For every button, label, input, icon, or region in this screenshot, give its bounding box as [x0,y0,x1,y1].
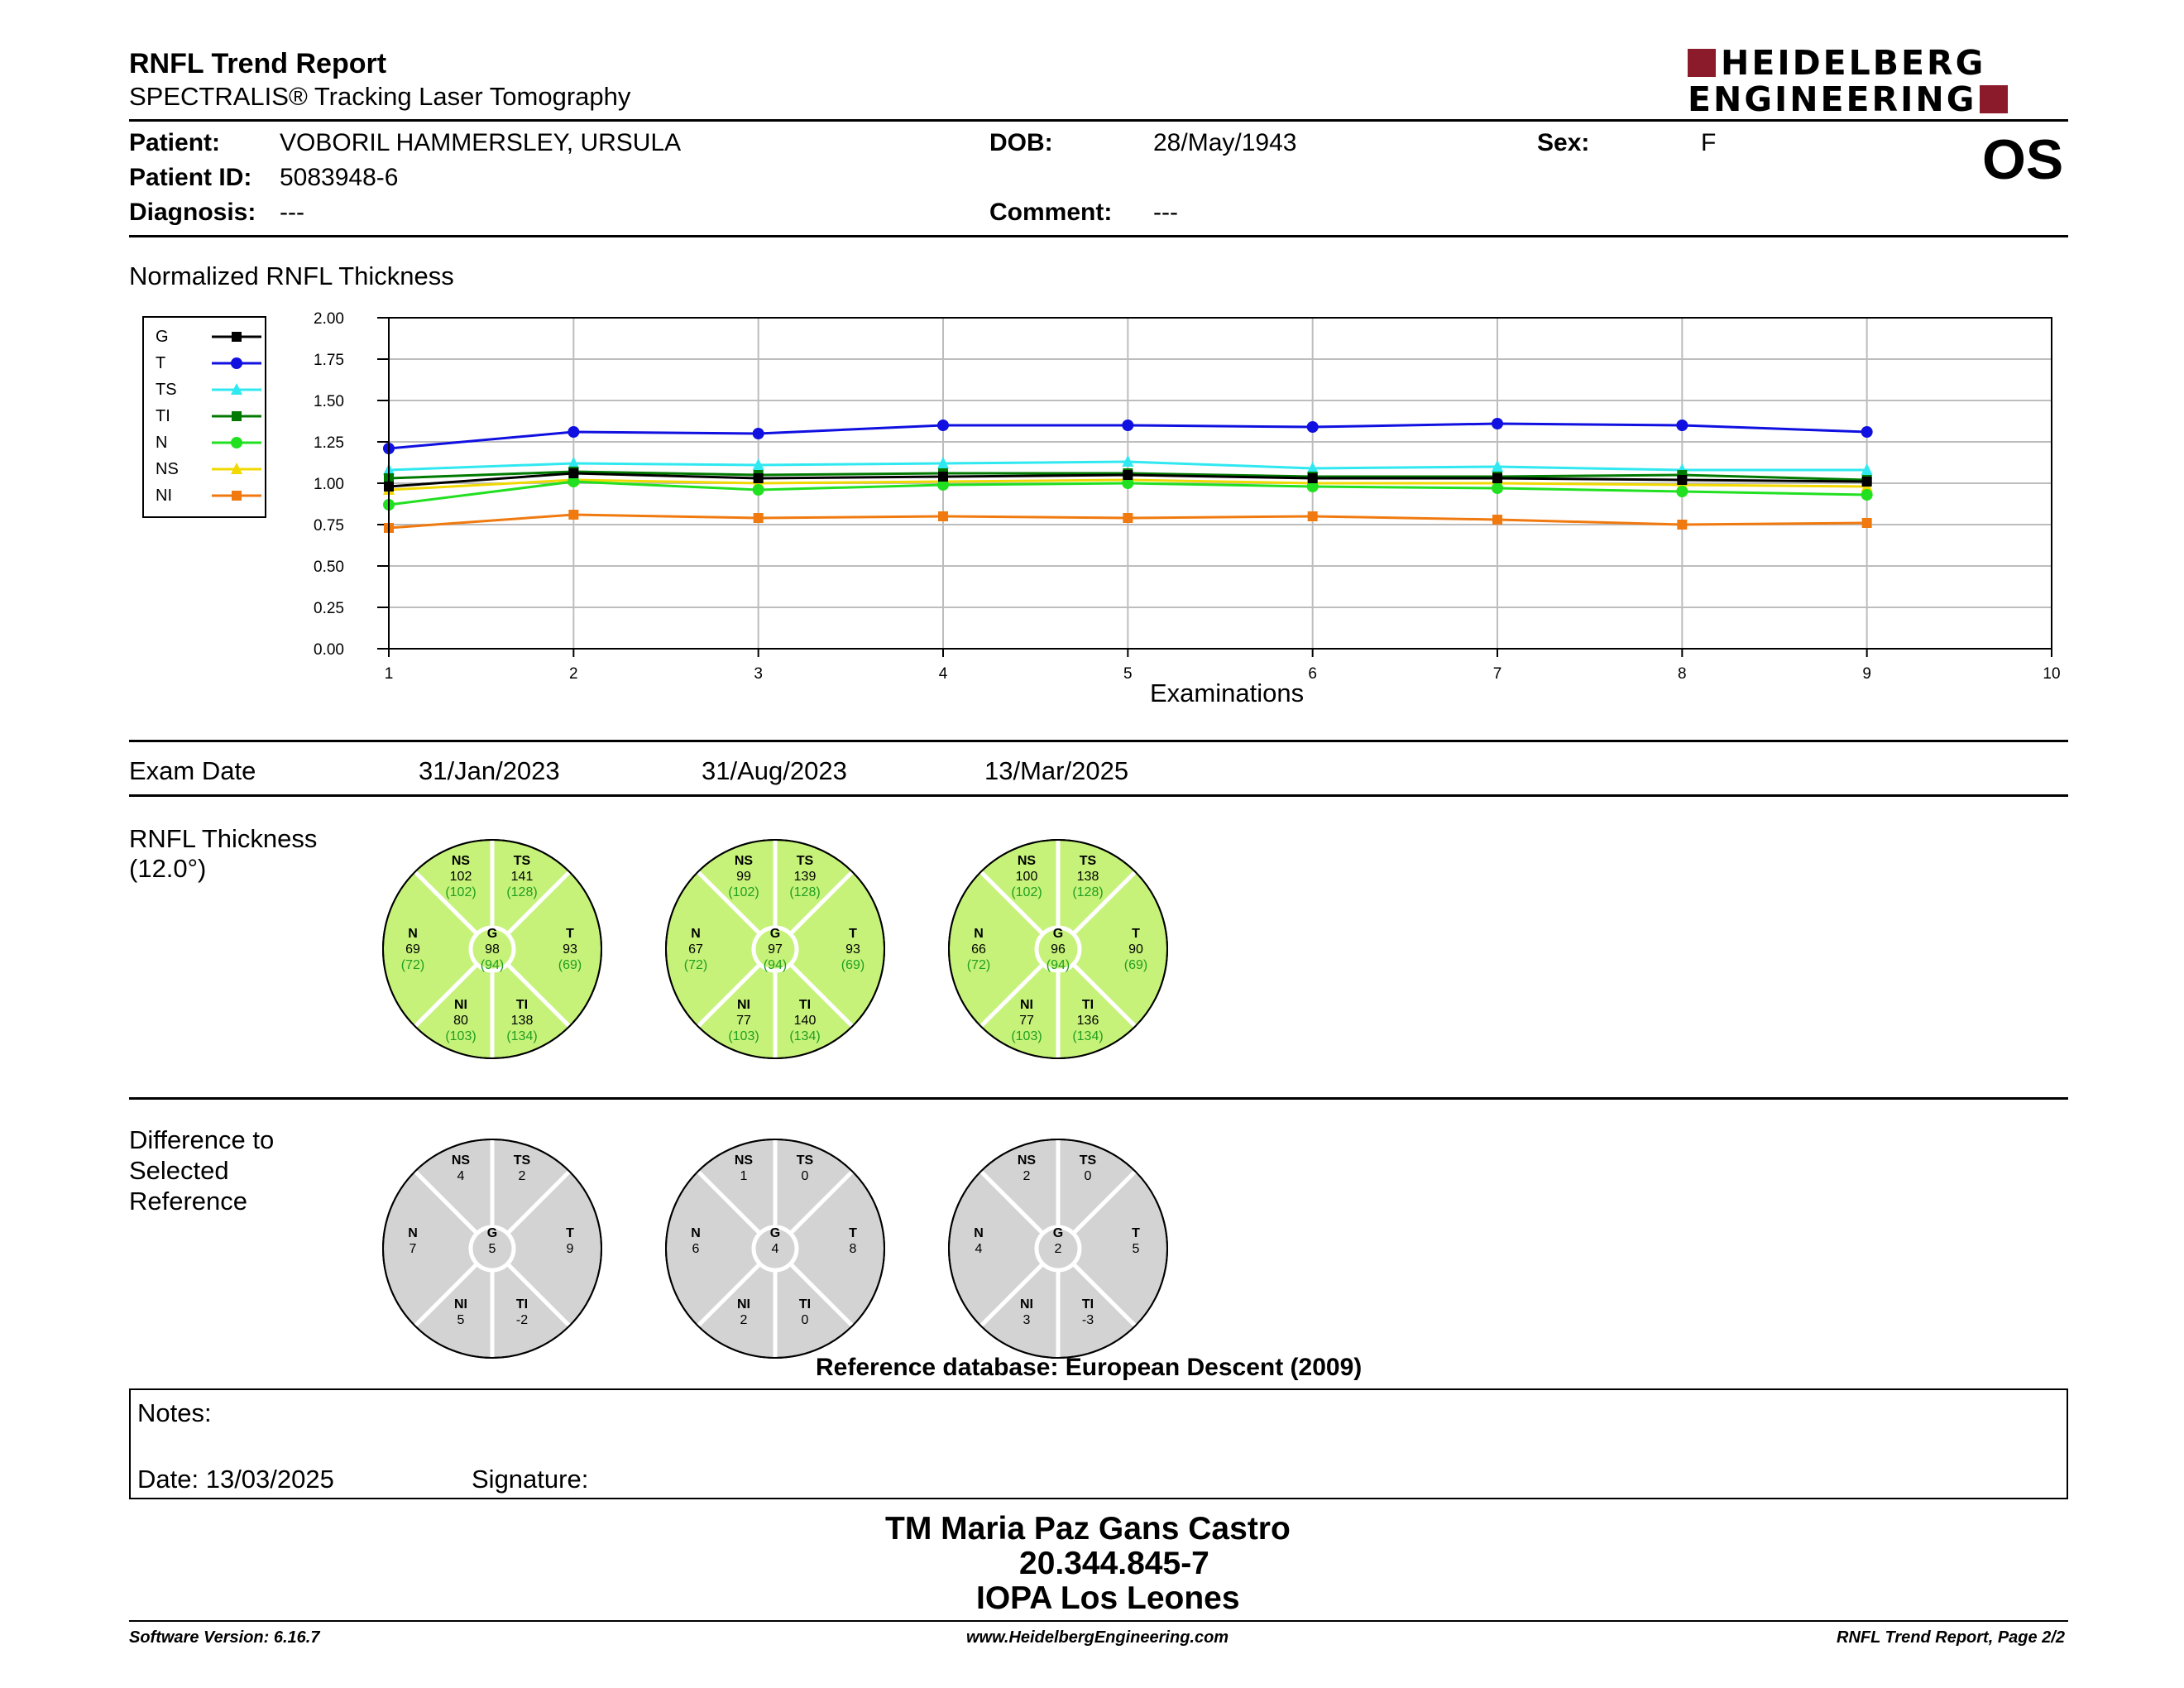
sector-label-g: G [1052,1226,1064,1240]
sector-value-g: 97 [768,942,783,957]
sector-reference-ti: (134) [506,1029,538,1043]
y-tick-label: 2.00 [314,310,344,328]
data-point-g [1123,470,1133,480]
data-point-t [1676,420,1688,431]
data-point-n [1676,486,1688,497]
exam-date-1: 31/Jan/2023 [419,756,560,785]
sector-value-ni: 77 [736,1014,751,1028]
difference-circle-2 [663,1137,887,1360]
sector-label-ts: TS [513,1153,531,1168]
sector-diagram [946,1137,1170,1360]
legend-swatch [210,352,263,374]
patient-id: 5083948-6 [280,164,399,191]
notes-label: Notes: [137,1398,212,1427]
x-tick-label: 8 [1678,665,1687,683]
difference-label-1: Difference to [129,1125,275,1154]
sector-label-ti: TI [1081,1297,1094,1312]
exam-date-3: 13/Mar/2025 [984,756,1129,785]
difference-label-2: Selected [129,1156,229,1185]
sector-reference-ns: (102) [1011,885,1042,899]
sector-value-n: 6 [692,1242,700,1256]
sector-label-ti: TI [798,998,812,1012]
sector-label-ti: TI [515,1297,529,1312]
sex-label: Sex: [1537,129,1590,156]
sector-label-g: G [486,1226,498,1240]
legend-swatch [210,405,263,427]
sector-value-n: 67 [688,942,703,957]
data-point-g [938,472,948,482]
sector-reference-n: (72) [400,958,425,972]
data-point-t [1307,421,1319,433]
patient-label: Patient: [129,129,221,156]
software-version: Software Version: 6.16.7 [129,1628,320,1647]
data-point-g [1492,473,1502,483]
sector-reference-ti: (134) [1072,1029,1104,1043]
legend-marker [231,437,242,448]
sector-value-ti: 136 [1076,1014,1099,1028]
data-point-ni [1677,520,1687,530]
x-tick-label: 4 [938,665,948,683]
sector-reference-ts: (128) [1072,885,1104,899]
sector-value-ni: 5 [457,1313,465,1327]
x-tick-label: 7 [1492,665,1502,683]
sector-diagram [381,837,604,1061]
y-tick-label: 1.00 [314,476,344,493]
sector-label-g: G [1052,927,1064,941]
sector-label-n: N [974,927,984,941]
y-tick-label: 1.25 [314,434,344,452]
sector-label-ni: NI [1020,1297,1033,1312]
sector-value-ns: 1 [740,1169,748,1183]
data-point-ni [1308,511,1318,521]
sector-label-ti: TI [1081,998,1094,1012]
legend-label: TS [156,381,177,399]
legend-label: G [156,328,169,346]
eye-indicator: OS [1982,128,2064,191]
legend-marker [232,491,242,501]
sector-label-t: T [1132,927,1140,941]
sector-value-n: 69 [405,942,420,957]
sector-value-ni: 2 [740,1313,748,1327]
sex-value: F [1701,129,1717,156]
data-point-g [1862,477,1872,487]
legend-label: TI [156,407,170,425]
notes-box [129,1388,2068,1499]
sector-label-ti: TI [798,1297,812,1312]
sector-reference-n: (72) [683,958,708,972]
legend-swatch [210,432,263,453]
data-point-n [1492,482,1503,494]
difference-circle-1 [381,1137,604,1360]
sector-label-n: N [691,927,701,941]
footer-divider [129,1620,2068,1622]
legend-swatch [210,458,263,480]
sector-label-g: G [769,1226,781,1240]
legend-swatch [210,326,263,348]
x-tick-label: 9 [1862,665,1871,683]
thickness-circle-3 [946,837,1170,1061]
sector-value-t: 9 [566,1242,574,1256]
sector-value-ts: 139 [793,870,817,884]
sector-diagram [381,1137,604,1360]
heidelberg-logo [1688,43,2068,119]
legend-entry-n [151,430,258,455]
data-point-t [1122,420,1133,431]
chart-divider [129,740,2068,742]
sector-label-ns: NS [451,1153,471,1168]
data-point-ni [938,511,948,521]
sector-label-ns: NS [734,1153,754,1168]
data-point-t [568,426,579,438]
logo-square-icon [1980,85,2008,113]
sector-value-ts: 0 [801,1169,809,1183]
sector-label-ni: NI [454,998,467,1012]
x-tick-label: 3 [754,665,763,683]
sector-reference-g: (94) [763,958,788,972]
sector-value-ns: 99 [736,870,751,884]
data-point-g [1677,475,1687,485]
sector-value-ns: 100 [1015,870,1038,884]
sector-diagram [663,1137,887,1360]
sector-value-ni: 77 [1019,1014,1034,1028]
website-link[interactable]: www.HeidelbergEngineering.com [966,1628,1229,1647]
sector-value-ti: -2 [515,1313,529,1327]
sector-value-g: 5 [488,1242,496,1256]
sector-value-ns: 102 [449,870,472,884]
data-point-g [568,468,578,478]
legend-label: NI [156,487,172,505]
comment-value: --- [1153,199,1178,226]
thickness-circle-2 [663,837,887,1061]
patient-name: VOBORIL HAMMERSLEY, URSULA [280,129,682,156]
sector-value-ts: 138 [1076,870,1099,884]
dob-value: 28/May/1943 [1153,129,1297,156]
legend-marker [232,411,242,421]
report-title: RNFL Trend Report [129,48,387,79]
reference-database: Reference database: European Descent (2009) [816,1354,1363,1381]
sector-label-ns: NS [1017,1153,1037,1168]
sector-label-t: T [1132,1226,1140,1240]
sector-label-t: T [566,927,574,941]
data-point-ni [568,510,578,520]
chart-legend [142,316,266,518]
legend-entry-g [151,324,258,349]
sector-value-t: 93 [563,942,577,957]
legend-marker [231,357,242,369]
sector-value-ns: 4 [457,1169,465,1183]
legend-swatch [210,379,263,400]
x-tick-label: 2 [569,665,578,683]
sector-label-ni: NI [737,1297,750,1312]
stamp-id: 20.344.845-7 [1019,1546,1209,1581]
thickness-circle-1 [381,837,604,1061]
sector-value-ts: 0 [1084,1169,1092,1183]
data-point-ni [1492,515,1502,525]
legend-marker [232,332,242,342]
sector-value-t: 8 [849,1242,857,1256]
sector-label-ni: NI [737,998,750,1012]
signature-label: Signature: [472,1465,589,1494]
exam-date-divider [129,794,2068,797]
sector-reference-g: (94) [1046,958,1070,972]
stamp-org: IOPA Los Leones [976,1580,1240,1616]
trend-chart [281,303,2068,717]
sector-reference-t: (69) [558,958,582,972]
y-tick-label: 0.50 [314,559,344,576]
data-point-ni [754,513,764,523]
sector-label-ts: TS [1079,854,1097,868]
legend-label: NS [156,460,179,478]
x-tick-label: 6 [1308,665,1317,683]
sector-reference-ni: (103) [1011,1029,1042,1043]
y-tick-label: 1.75 [314,352,344,369]
sector-value-n: 7 [409,1242,417,1256]
sector-reference-ns: (102) [728,885,759,899]
sector-label-t: T [849,1226,857,1240]
sector-label-ts: TS [1079,1153,1097,1168]
dob-label: DOB: [989,129,1053,156]
y-tick-label: 0.25 [314,600,344,617]
logo-line-1: HEIDELBERG [1721,43,1986,83]
sector-label-ns: NS [451,854,471,868]
data-point-n [1861,489,1873,501]
sector-diagram [663,837,887,1061]
legend-label: N [156,434,168,452]
exam-date-label: Exam Date [129,756,256,785]
sector-label-ts: TS [796,854,814,868]
sector-value-t: 90 [1128,942,1143,957]
sector-reference-n: (72) [966,958,991,972]
difference-circle-3 [946,1137,1170,1360]
legend-entry-ti [151,404,258,429]
sector-reference-t: (69) [841,958,865,972]
sector-value-ti: 138 [510,1014,534,1028]
chart-section-title: Normalized RNFL Thickness [129,261,454,290]
sector-label-t: T [849,927,857,941]
data-point-t [753,428,764,439]
sector-label-g: G [486,927,498,941]
x-tick-label: 1 [384,665,394,683]
patient-divider [129,235,2068,237]
data-point-ni [1123,513,1133,523]
sector-value-n: 4 [975,1242,983,1256]
legend-entry-ts [151,377,258,402]
thickness-angle: (12.0°) [129,854,207,883]
sector-label-ns: NS [734,854,754,868]
legend-swatch [210,485,263,506]
sector-value-ti: 0 [801,1313,809,1327]
stamp-name: TM Maria Paz Gans Castro [885,1511,1291,1547]
thickness-divider [129,1097,2068,1100]
sector-label-n: N [974,1226,984,1240]
sector-value-t: 93 [845,942,860,957]
sector-diagram [946,837,1170,1061]
data-point-n [753,484,764,496]
difference-label-3: Reference [129,1187,248,1216]
sector-label-n: N [408,1226,418,1240]
sector-label-ts: TS [513,854,531,868]
sector-value-t: 5 [1132,1242,1140,1256]
sector-reference-ts: (128) [506,885,538,899]
data-point-t [1492,418,1503,429]
sector-value-g: 4 [771,1242,779,1256]
x-tick-label: 5 [1123,665,1133,683]
sector-value-ts: 2 [518,1169,526,1183]
sector-label-ns: NS [1017,854,1037,868]
sector-label-n: N [408,927,418,941]
sector-value-ni: 80 [453,1014,468,1028]
data-point-t [937,420,949,431]
x-tick-label: 10 [2043,665,2061,683]
sector-label-ni: NI [454,1297,467,1312]
sector-value-n: 66 [971,942,986,957]
patient-id-label: Patient ID: [129,164,252,191]
thickness-label: RNFL Thickness [129,824,318,853]
sector-label-ti: TI [515,998,529,1012]
sector-reference-t: (69) [1123,958,1148,972]
report-subtitle: SPECTRALIS® Tracking Laser Tomography [129,82,631,111]
sector-label-ni: NI [1020,998,1033,1012]
data-point-g [1308,473,1318,483]
legend-entry-ns [151,457,258,482]
sector-value-ns: 2 [1023,1169,1031,1183]
sector-reference-ns: (102) [445,885,477,899]
sector-value-ti: -3 [1081,1313,1094,1327]
sector-reference-g: (94) [480,958,505,972]
sector-label-g: G [769,927,781,941]
header-divider [129,119,2068,122]
y-tick-label: 0.00 [314,641,344,659]
sector-value-g: 2 [1054,1242,1062,1256]
sector-value-g: 96 [1051,942,1066,957]
data-point-ni [1862,518,1872,528]
sector-label-ts: TS [796,1153,814,1168]
diagnosis-label: Diagnosis: [129,199,256,226]
diagnosis-value: --- [280,199,304,226]
legend-entry-t [151,351,258,376]
notes-date: Date: 13/03/2025 [137,1465,334,1494]
sector-value-ts: 141 [510,870,534,884]
y-tick-label: 0.75 [314,517,344,535]
data-point-g [754,473,764,483]
legend-label: T [156,354,166,372]
sector-reference-ni: (103) [445,1029,477,1043]
sector-reference-ni: (103) [728,1029,759,1043]
sector-value-ni: 3 [1023,1313,1031,1327]
x-axis-label: Examinations [1150,679,1305,707]
sector-value-ti: 140 [793,1014,817,1028]
sector-value-g: 98 [485,942,500,957]
y-tick-label: 1.50 [314,393,344,410]
data-point-t [1861,426,1873,438]
sector-reference-ts: (128) [789,885,821,899]
sector-reference-ti: (134) [789,1029,821,1043]
sector-label-n: N [691,1226,701,1240]
comment-label: Comment: [989,199,1113,226]
logo-square-icon [1688,49,1716,77]
sector-label-t: T [566,1226,574,1240]
page-number: RNFL Trend Report, Page 2/2 [1837,1628,2065,1647]
legend-entry-ni [151,483,258,508]
exam-date-2: 31/Aug/2023 [702,756,847,785]
logo-line-2: ENGINEERING [1688,79,1977,119]
